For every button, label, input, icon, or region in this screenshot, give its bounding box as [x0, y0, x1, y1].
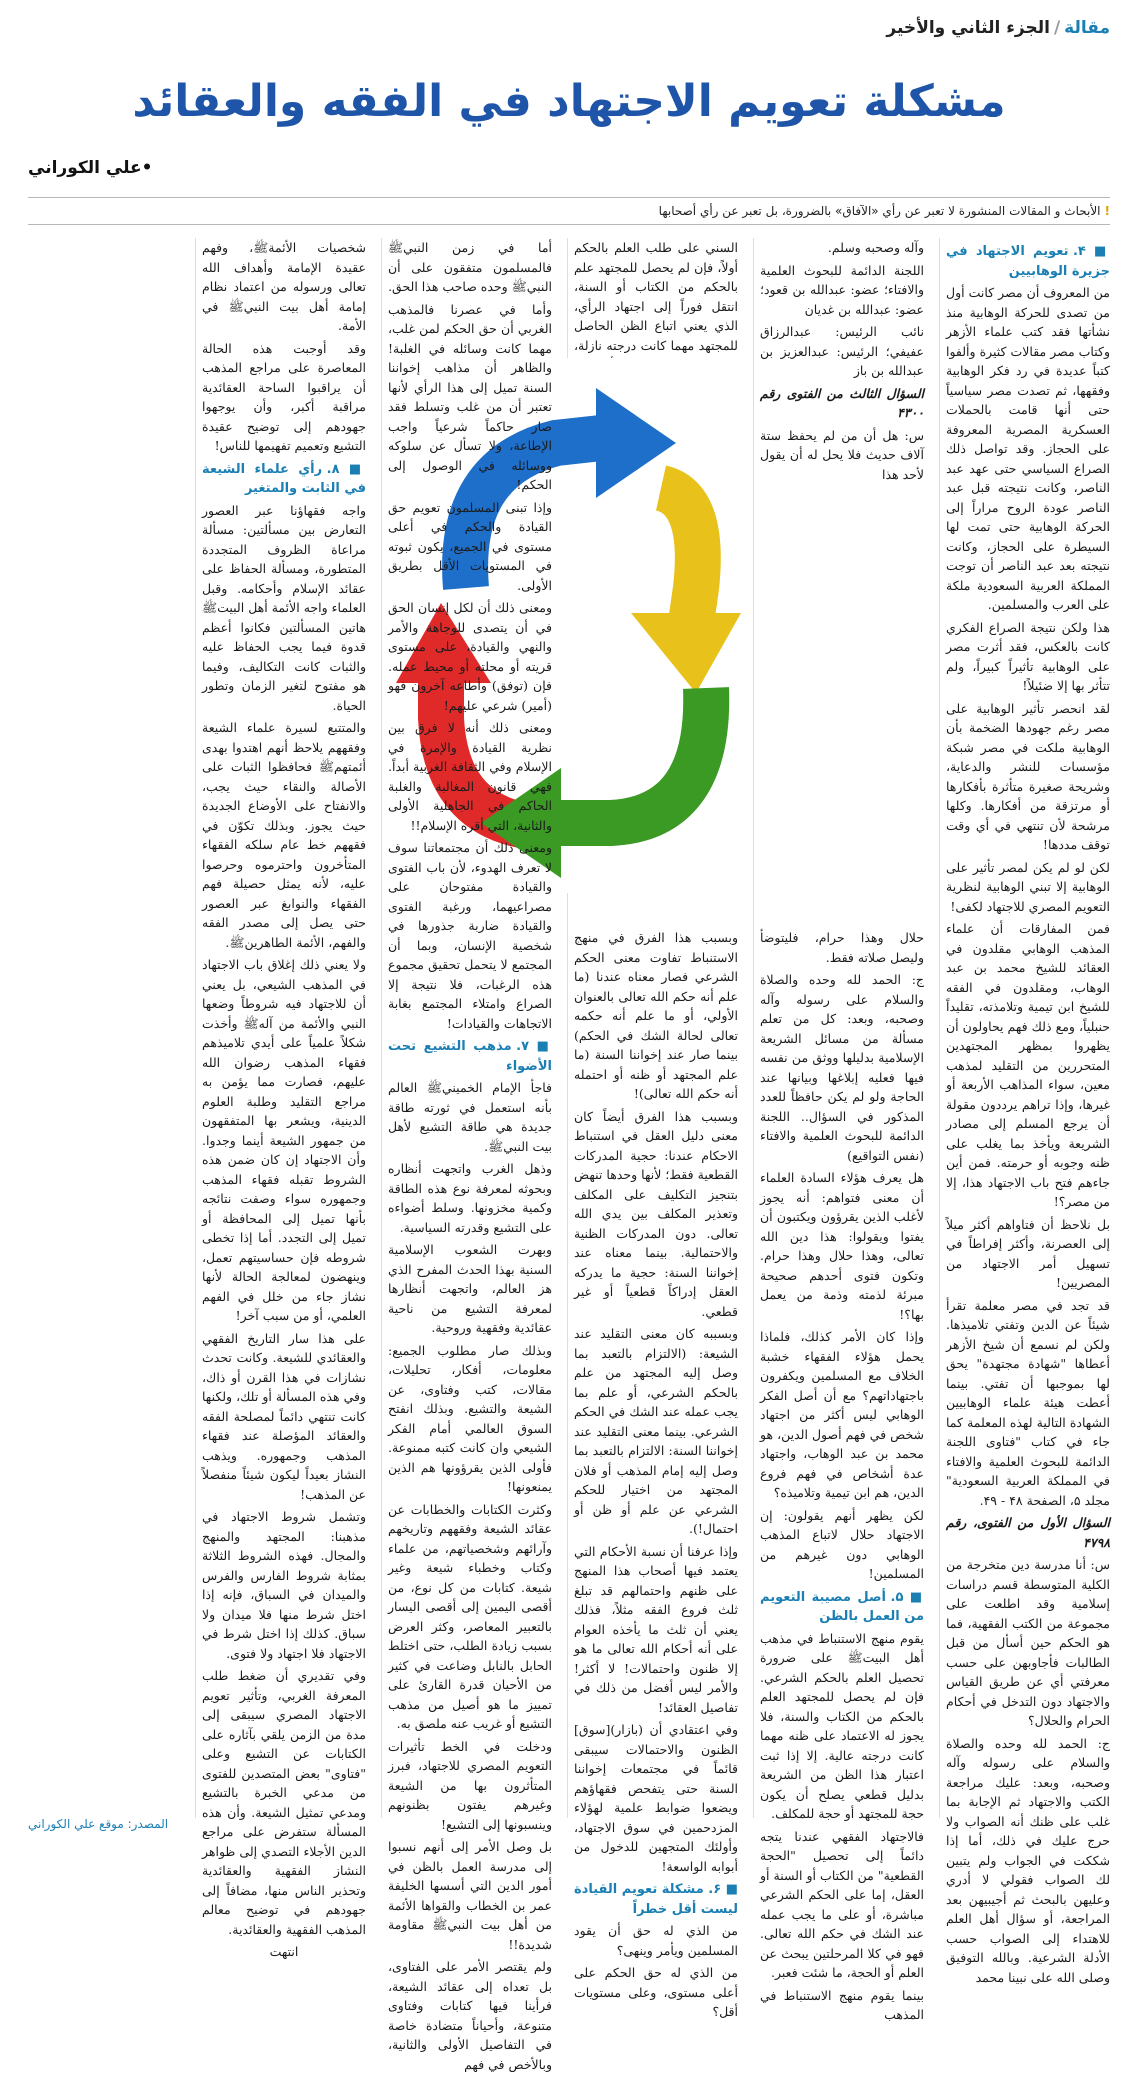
- paragraph: قد تجد في مصر معلمة تقرأ شيئاً عن الدين وتفتي تلاميذها. ولكن لم نسمع أن شيخ الأزهر أعطاها "شهادة مجتهدة" يحق لها بموجبها أن تفتي. بينما أعطت هيئة علماء الوهابيين الشهادة التالية لهذه المعلمة كما جاء في كتاب "فتاوى اللجنة الدائمة للبحوث العلمية والافتاء في المملكة العربية السعودية" مجلد ۵، الصفحة ۴۸ - ۴۹.: [946, 1297, 1110, 1508]
- column-2-top: [760, 238, 924, 482]
- paragraph: واجه فقهاؤنا عبر العصور التعارض بين مسألتين: مسألة مراعاة الظروف المتجددة المتطورة، ومسألة الحفاظ على عقائد الإسلام وأحكامه. وقبل العلماء واجه الأئمة أهل البيتﷺ هاتين المسألتين فكانوا أعظم قدوة فيما يجب الحفاظ عليه والثبات كانت التكاليف، وفيما هو مفتوح لتغير الزمان وتطور الحياة.: [202, 502, 366, 713]
- section-heading: ■ ۴. تعويم الاجتهاد في جزيرة الوهابيين: [946, 244, 1111, 279]
- paragraph: س: هل أن من لم يحفظ ستة آلاف حديث فلا يحل له أن يقول لأحد هذا: [760, 427, 924, 482]
- section-heading: ■ ۵. أصل مصيبة التعويم من العمل بالظن: [760, 1589, 925, 1624]
- paragraph: من الذي له حق الحكم على أعلى مستوى، وعلى مستويات أقل؟: [574, 1965, 738, 2019]
- paragraph: أما في زمن النبيﷺ فالمسلمون متفقون على أن النبيﷺ وحده صاحب هذا الحق.: [388, 240, 552, 294]
- section-header: [28, 18, 1110, 48]
- paragraph: حلال وهذا حرام، فليتوضأ وليصل صلاته فقط.: [760, 930, 924, 965]
- paragraph: ودخلت في الخط تأثيرات التعويم المصري للاجتهاد، فبرز المتأثرون بها من الشيعة وغيرهم يفتون بظنونهم وينسبونها إلى التشيع!: [388, 1738, 552, 1832]
- paragraph: هذا ولكن نتيجة الصراع الفكري كانت بالعكس، فقد أثرت مصر على الوهابية تأثيراً كبيراً، ولم تتأثر بها إلا ضئيلاً!: [946, 619, 1110, 693]
- section-heading: ■ ۸. رأي علماء الشيعة في الثابت والمتغير: [202, 461, 366, 496]
- paragraph: ومعنى ذلك أن لكل إنسان الحق في أن يتصدى للوجاهة والأمر والنهي والقيادة، على مستوى قريته أو محلته أو محيط عمله. فإن (توفق) وأطاعه آخرون فهو (أمير) شرعي عليهم!: [388, 600, 552, 713]
- column-3-bottom: [574, 928, 738, 2019]
- section-heading: ■ ۷. مذهب التشيع تحت الأضواء: [388, 1039, 553, 1074]
- warning-icon: !: [1104, 204, 1110, 218]
- paragraph: وإذا كان الأمر كذلك، فلماذا يحمل هؤلاء الفقهاء خشبة الخلاف مع المسلمين ويكفرون باجتهاداتهم؟ مع أن أصل الفكر الوهابي ليس أكثر من اجتهاد شخص في فهم أصول الدين، هو محمد بن عبد الوهاب، واجتهاد عدة أشخاص في فهم فروع الدين، هم ابن تيمية وتلاميذه؟: [760, 1329, 924, 1500]
- section-heading: ■ ۶. مشكلة تعويم القيادة ليست أقل خطراً: [574, 1882, 738, 1917]
- paragraph: من المعروف أن مصر كانت أول من تصدى للحركة الوهابية منذ نشأتها فقد كتب علماء الأزهر وكتاب مصر مقالات كثيرة وألفوا كتباً عديدة في رد فكر الوهابية وفقهها، ثم تصدت مصر سياسياً حتى أنها قامت بالحملات العسكرية المصرية المعروفة على الحجاز. وقد تواصل ذلك الصراع السياسي حتى عهد عبد الناصر، وكانت نتيجته قبل عبد الناصر عودة الروح مراراً إلى الحركة الوهابية حتى تمت لها السيطرة على الحجاز، وكانت نتيجته بعد عبد الناصر أن توجت المملكة العربية السعودية ملكة على العرب والمسلمين.: [946, 285, 1110, 612]
- column-4: [388, 238, 553, 2072]
- paragraph: وأما في عصرنا فالمذهب الغربي أن حق الحكم لمن غلب، مهما كانت وسائله في الغلبة! والظاهر أن مذاهب إخواننا السنة تميل إلى هذا الرأي لأنها تعتبر أن من غلب وتسلط فقد صار حاكماً شرعياً واجب الإطاعة، ولا تسأل عن سلوكه ووسائله في الوصول إلى الحكم!: [388, 301, 552, 492]
- paragraph: وكثرت الكتابات والخطابات عن عقائد الشيعة وفقههم وتاريخهم وآرائهم وشخصياتهم، من علماء وكتاب وخطباء شيعة وغير شيعة. كتابات من كل نوع، من أقصى اليمين إلى أقصى اليسار بالتعبير المعاصر، وكثر العرض بسبب زيادة الطلب، حتى اختلط الحابل بالنابل وضاعت في كثير من الأحيان قدرة القارئ على تمييز ما هو أصيل من مذهب التشيع أو غريب عنه ملصق به.: [388, 1501, 552, 1731]
- paragraph: ومعنى ذلك أن مجتمعاتنا سوف لا تعرف الهدوء، لأن باب الفتوى والقيادة مفتوحان على مصراعيهما، ورغبة الفتوى والقيادة ضاربة جذورها في شخصية الإنسان، وبما أن المجتمع لا يتحمل تحقيق مجموع هذه الرغبات، فلا نتيجة إلا الصراع وامتلاء المجتمع بغابة الاتجاهات والقيادات!: [388, 840, 552, 1031]
- paragraph: وإذا تبنى المسلمون تعويم حق القيادة والحكم في أعلى مستوى في الجميع، يكون ثبوته في المستويات الأقل بطريق الأولى.: [388, 499, 552, 593]
- paragraph: لكن يظهر أنهم يقولون: إن الاجتهاد حلال لاتباع المذهب الوهابي دون غيرهم من المسلمين!: [760, 1507, 924, 1581]
- article-end: انتهت: [269, 1944, 299, 1959]
- paragraph: اللجنة الدائمة للبحوث العلمية والافتاء؛ عضو: عبدالله بن قعود؛ عضو: عبدالله بن غديان: [760, 262, 924, 317]
- header-separator: /: [1053, 18, 1061, 38]
- paragraph: ولم يقتصر الأمر على الفتاوى، بل تعداه إلى عقائد الشيعة، فرأينا فيها كتابات وفتاوى متنوعة، وأحياناً متضادة خاصة في التفاصيل الأولى والثانية، وبالأخص في فهم: [388, 1959, 552, 2072]
- paragraph: وبسبب هذا الفرق أيضاً كان معنى دليل العقل في استنباط الاحكام عندنا: حجية المدركات القطعية فقط؛ لأنها وحدها تنهض بتنجيز التكليف على المكلف وتعذير المكلف بين يدي الله تعالى. دون المدركات الظنية والاحتمالية. بينما معناه عند إخواننا السنة: حجية ما يدركه العقل إدراكاً قطعياً أو غير قطعي.: [574, 1108, 738, 1319]
- paragraph: وبسببه كان معنى التقليد عند الشيعة: (الالتزام بالتعبد بما وصل إليه المجتهد من علم بالحكم الشرعي، أو علم بما يجب عمله عند الشك في الحكم الشرعي. بينما معنى التقليد عند إخواننا السنة: الالتزام بالتعبد بما وصل إليه إمام المذهب أو فلان المجتهد من اختيار للحكم الشرعي عن علم أو ظن أو احتمال!).: [574, 1326, 738, 1536]
- paragraph: نائب الرئيس: عبدالرزاق عفيفي؛ الرئيس: عبدالعزيز بن عبدالله بن باز: [760, 324, 924, 378]
- paragraph: فاجأ الإمام الخمينيﷺ العالم بأنه استعمل في ثورته طاقة جديدة هي طاقة التشيع لأهل بيت النبيﷺ.: [388, 1080, 552, 1154]
- paragraph: وفي تقديري أن ضغط طلب المعرفة الغربي، وتأثير تعويم الاجتهاد المصري سيبقى إلى مدة من الزمن يلقي بآثاره على الكتابات عن التشيع وعلى "فتاوى" بعض المتصدين للفتوى من مدعي الخبرة بالتشيع ومدعي تمثيل الشيعة. وأن هذه المسألة ستفرض على مراجع الدين الأجلاء التصدي إلى ظواهر النشاز الفقهية والعقائدية وتحذير الناس منها، مضافاً إلى جهودهم في توضيح معالم المذهب الفقهية والعقائدية.: [202, 1668, 366, 1937]
- fatwa-question-label: السؤال الثالث من الفتوى رقم ۴۳۰۰: [760, 385, 924, 420]
- section-label: مقالة: [1064, 18, 1110, 38]
- yellow-arrow: [631, 488, 741, 693]
- paragraph: وقد أوجبت هذه الحالة المعاصرة على مراجع المذهب أن يراقبوا الساحة العقائدية مراقبة أكبر، وأن يوجهوا جهودهم إلى توضيح عقيدة التشيع وتعميم تفهيمها للناس!: [202, 340, 366, 453]
- fatwa-question-label: السؤال الأول من الفتوى، رقم ۴۷۹۸: [946, 1515, 1110, 1550]
- paragraph: وفي اعتقادي أن (بازار)[سوق] الظنون والاحتمالات سيبقى قائماً في مجتمعات إخواننا السنة حتى يتفحص فقهاؤهم ويضعوا ضوابط علمية لهؤلاء المزدحمين في سوق الاجتهاد، وأولئك المتجهين للدخول من أبوابه الواسعة!: [574, 1722, 738, 1874]
- paragraph: وبهرت الشعوب الإسلامية السنية بهذا الحدث المفرح الذي هز العالم، واتجهت أنظارها لمعرفة التشيع من ناحية عقائدية وفقهية وروحية.: [388, 1242, 552, 1335]
- paragraph: ومعنى ذلك أنه لا فرق بين نظرية القيادة والإمرة في الإسلام وفي الثقافة الغربية أبداً. فهي قانون المغالبة والغلبة الحاكم في الجاهلية الأولى والثانية، التي أقره الإسلام!!: [388, 720, 552, 833]
- paragraph: بل نلاحظ أن فتاواهم أكثر ميلاً إلى العصرنة، وأكثر إفراطاً في تسهيل أمر الاجتهاد من المصريين!: [946, 1216, 1110, 1290]
- paragraph: وبسبب هذا الفرق في منهج الاستنباط تفاوت معنى الحكم الشرعي فصار معناه عندنا (ما علم أنه حكم الله تعالى بالعنوان الأولي، أو ما علم أنه حكمه تعالى لحالة الشك في الحكم) بينما صار عند إخواننا السنة (ما علم المجتهد أو ظنه أو احتمله أنه حكم الله تعالى)!: [574, 930, 738, 1101]
- paragraph: ج: الحمد لله وحده والصلاة والسلام على رسوله وآله وصحبه، وبعد: عليك مراجعة الكتب والاجتهاد ثم الإجابة بما غلب على ظنك أنه الصواب ولا حرج عليك في ذلك، أما إذا شككت في الجواب ولم يتبين لك الصواب فقولي لا أدري وعليهن بالبحث ثم أجيبيهن بعد المراجعة، أو سؤال أهل العلم للاهتداء إلى الصواب حسب الأدلة الشرعية. وبالله التوفيق وصلى الله على نبينا محمد: [946, 1735, 1110, 1985]
- author-byline: •علي الكوراني: [28, 158, 153, 178]
- paragraph: لقد انحصر تأثير الوهابية على مصر رغم جهودها الضخمة بأن الوهابية ملكت في مصر شبكة مؤسسات للنشر والدعاية، وشريحة صغيرة متأثرة بأفكارها أو مرتزقة من أفكارها. وكلها مرشحة لأن تنتهي في أي وقت توقف مددها!: [946, 700, 1110, 852]
- paragraph: ولا يعني ذلك إغلاق باب الاجتهاد في المذهب الشيعي، بل يعني أن للاجتهاد فيه شروطاً وضعها النبي والأئمة من آلهﷺ وأخذت شكلاً علمياً على أيدي تلاميذهم فقهاء المذهب رضوان الله عليهم، فصارت مما يؤمن به مراجع التقليد وطلبة العلوم الدينية، ويشعر بها المتفقهون من جمهور الشيعة أينما وجدوا. وأن الاجتهاد إن كان ضمن هذه الشروط تقبله فقهاء المذهب وجمهوره سواء وصفت نتائجه بأنها تميل إلى المحافظة أو تميل إلى التجدد. أما إذا تخطى شروطه فإن حساسيتهم تعمل، وينهضون لمعالجة الحالة لأنها نشاز جاء من خلل في الفهم العلمي، أو من سبب آخر!: [202, 957, 366, 1323]
- disclaimer-bar: [28, 197, 1110, 225]
- issue-label: الجزء الثاني والأخير: [886, 18, 1050, 38]
- column-2-bottom: [760, 928, 925, 2022]
- paragraph: على هذا سار التاريخ الفقهي والعقائدي للشيعة. وكانت تحدث نشازات في هذا القرن أو ذاك، وفي هذه المسألة أو تلك، ولكنها كانت تنتهي دائماً لمصلحة الفقه والعقائد المؤصلة عند فقهاء المذهب وجمهوره. ويذهب النشاز بعيداً ليكون شيئاً منفصلاً عن المذهب!: [202, 1330, 366, 1502]
- paragraph: س: أنا مدرسة دين متخرجة من الكلية المتوسطة قسم دراسات إسلامية وقد اطلعت على مجموعة من الكتب الفقهية، فما هو الحكم حين أسأل من قبل الطالبات فأجاوبهن على حسب معرفتي أي عن طريق القياس والاجتهاد دون التدخل في أحكام الحرام والحلال؟: [946, 1557, 1110, 1728]
- paragraph: فالاجتهاد الفقهي عندنا يتجه دائماً إلى تحصيل "الحجة القطعية" من الكتاب أو السنة أو العقل، إما على الحكم الشرعي مباشرة، أو على ما يجب عمله عند الشك في حكم الله تعالى. فهو في كلا المرحلتين يبحث عن العلم أو الحجة، ما شئت فعبر.: [760, 1828, 924, 1980]
- paragraph: وذهل الغرب واتجهت أنظاره وبحوثه لمعرفة نوع هذه الطاقة وكمية مخزونها. وسلط أضواءه على التشيع وقدرته السياسية.: [388, 1161, 552, 1235]
- paragraph: وبذلك صار مطلوب الجميع: معلومات، أفكار، تحليلات، مقالات، كتب وفتاوى، عن الشيعة والتشيع. وبذلك انفتح السوق العالمي أمام الفكر الشيعي وان كانت كتبه ممنوعة. فأولى الذين يقرؤونها هم الذين يمنعونها!: [388, 1342, 552, 1494]
- paragraph: من الذي له حق أن يقود المسلمين ويأمر وينهى؟: [574, 1923, 738, 1958]
- disclaimer-text: الأبحاث و المقالات المنشورة لا تعبر عن رأي «الآفاق» بالضرورة، بل تعبر عن رأي أصحابها: [658, 204, 1101, 218]
- paragraph: فمن المفارقات أن علماء المذهب الوهابي مقلدون في العقائد للشيخ محمد بن عبد الوهاب، ومقلدون في الفقه للشيخ ابن تيمية وتلامذته، تقليداً حنبلياً، ومع ذلك فهم يحاولون أن يظهروا بمظهر المجتهدين المتحررين من التقليد لمذهب معين، سواء المذاهب الأربعة أو غيرها، وإذا تراهم يرددون مقولة أن يرجع المسلم إلى مصادر الشريعة ويأخذ بما يغلب على ظنه وجوبه أو حرمته. فمن أين جاءهم فتح باب الاجتهاد هذا، إلا من مصر؟!: [946, 921, 1110, 1209]
- column-3-top: [574, 238, 738, 353]
- paragraph: وتشمل شروط الاجتهاد في مذهبنا: المجتهد والمنهج والمجال. فهذه الشروط الثلاثة بمثابة شروط الفارس والفرس والميدان في السباق، فإنه إذا اختل شرط منها فلا ميدان ولا سباق. كذلك إذا اختل شرط في الاجتهاد فلا اجتهاد ولا فتوى.: [202, 1509, 366, 1661]
- column-1: [946, 238, 1111, 1985]
- paragraph: بينما يقوم منهج الاستنباط في المذهب: [760, 1987, 924, 2022]
- source-credit: المصدر: موقع علي الكوراني: [28, 1817, 169, 1831]
- paragraph: السني على طلب العلم بالحكم أولاً، فإن لم يحصل للمجتهد علم بالحكم من الكتاب أو السنة، انتقل فوراً إلى اجتهاد الرأي، الذي يعني اتباع الظن الحاصل للمجتهد مهما كانت درجته نازلة،: [574, 240, 738, 353]
- paragraph: وآله وصحبه وسلم.: [827, 240, 924, 255]
- paragraph: ج: الحمد لله وحده والصلاة والسلام على رسوله وآله وصحبه، وبعد: كل من تعلم مسألة من مسائل الشريعة الإسلامية بدليلها ووثق من نفسه فيها فعليه إبلاغها وبيانها عند الحاجة ولو لم يكن حافظاً للعدد المذكور في السؤال.. اللجنة الدائمة للبحوث العلمية والافتاء (نفس التواقيع): [760, 972, 924, 1163]
- article-title: مشكلة تعويم الاجتهاد في الفقه والعقائد: [132, 76, 1006, 127]
- paragraph: لكن لو لم يكن لمصر تأثير على الوهابية إلا تبني الوهابية لنظرية التعويم المصري للاجتهاد لكفى!: [946, 859, 1110, 914]
- paragraph: والمتتبع لسيرة علماء الشيعة وفقههم يلاحظ أنهم اهتدوا بهدى أئمتهمﷺ فحافظوا الثبات على الأصالة والنقاء حيث يجب، والانفتاح على الأوضاع الجديدة حيث يجوز. وبذلك تكوّن في فقههم خط عام سلكه الفقهاء المتأخرون واحترموه وحرصوا عليه، لأنه يمثل حصيلة فهم الفقهاء والنوابغ عبر العصور حتى يصل إلى مصدر الفقه والفهم، الأئمة الطاهرينﷺ.: [202, 720, 366, 950]
- column-5: [202, 238, 366, 1959]
- paragraph: هل يعرف هؤلاء السادة العلماء أن معنى فتواهم: أنه يجوز لأغلب الذين يقرؤون ويكتبون أن يفتوا ويقولوا: هذا دين الله تعالى، وهذا حلال وهذا حرام. وتكون فتوى أحدهم صحيحة مبرئة لذمته وذمة من يعمل بها؟!: [760, 1170, 924, 1322]
- paragraph: يقوم منهج الاستنباط في مذهب أهل البيتﷺ على ضرورة تحصيل العلم بالحكم الشرعي. فإن لم يحصل للمجتهد العلم بالحكم من الكتاب والسنة، فلا يجوز له الاعتماد على ظنه مهما كانت درجته عالية. إلا إذا ثبت اعتبار هذا الظن من الشريعة بدليل قطعي يصلح أن يكون حجة للمجتهد أو حجة للمكلف.: [760, 1630, 924, 1821]
- paragraph: شخصيات الأئمةﷺ، وفهم عقيدة الإمامة وأهداف الله تعالى ورسوله من اعتماد نظام إمامة أهل بيت النبيﷺ في الأمة.: [202, 240, 366, 333]
- paragraph: وإذا عرفنا أن نسبة الأحكام التي يعتمد فيها أصحاب هذا المنهج على ظنهم واحتمالهم قد تبلغ ثلث فروع الفقه مثلاً، فذلك يعني أن ثلث ما يأخذه العوام على أنه أحكام الله تعالى ما هو إلا ظنون واحتمالات! لا أكثر! والأمر ليس أفضل من ذلك في تفاصيل العقائد!: [574, 1543, 738, 1715]
- paragraph: بل وصل الأمر إلى أنهم نسبوا إلى مدرسة العمل بالظن في أمور الدين التي أسسها الخليفة عمر بن الخطاب والقواها الأئمة من أهل بيت النبيﷺ مقاومة شديدة!!: [388, 1839, 552, 1952]
